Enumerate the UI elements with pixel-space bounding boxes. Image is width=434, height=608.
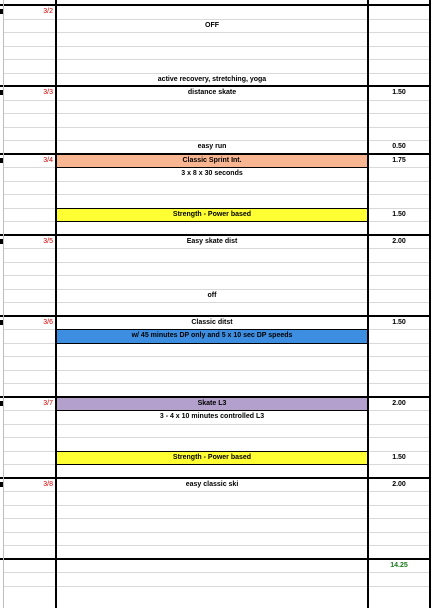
date-cell[interactable]: 3/2 bbox=[43, 8, 53, 15]
date-cell[interactable] bbox=[4, 437, 56, 451]
hours-cell[interactable]: 1.50 bbox=[392, 89, 406, 96]
hours-cell[interactable] bbox=[368, 302, 430, 316]
activity-cell[interactable]: distance skate bbox=[187, 89, 237, 96]
date-cell[interactable] bbox=[4, 59, 56, 73]
hours-cell[interactable]: 1.50 bbox=[392, 318, 406, 326]
hours-cell[interactable] bbox=[368, 194, 430, 208]
hours-cell[interactable] bbox=[368, 275, 430, 289]
activity-cell[interactable] bbox=[56, 275, 368, 289]
left-border bbox=[3, 0, 4, 608]
hours-cell[interactable]: 1.75 bbox=[392, 156, 406, 164]
activity-cell[interactable]: 3 - 4 x 10 minutes controlled L3 bbox=[159, 413, 265, 420]
date-cell[interactable] bbox=[4, 302, 56, 316]
hours-cell[interactable]: 2.00 bbox=[392, 480, 406, 488]
date-cell[interactable] bbox=[4, 545, 56, 559]
date-cell[interactable]: 3/3 bbox=[43, 89, 53, 96]
activity-cell[interactable]: Strength - Power based bbox=[56, 451, 368, 465]
hours-cell[interactable]: 1.50 bbox=[392, 210, 406, 218]
activity-cell[interactable] bbox=[56, 46, 368, 60]
cell-border bbox=[56, 329, 368, 330]
date-cell[interactable]: 3/7 bbox=[43, 399, 53, 407]
date-cell[interactable]: 3/6 bbox=[43, 318, 53, 326]
cell-border bbox=[56, 410, 368, 411]
hours-cell[interactable] bbox=[368, 518, 430, 532]
activity-cell[interactable]: w/ 45 minutes DP only and 5 x 10 sec DP speeds bbox=[56, 329, 368, 343]
activity-cell[interactable] bbox=[56, 113, 368, 127]
hours-cell[interactable] bbox=[368, 5, 430, 19]
date-cell[interactable] bbox=[4, 572, 56, 586]
activity-cell[interactable]: Easy skate dist bbox=[186, 237, 238, 245]
date-cell[interactable] bbox=[4, 464, 56, 478]
activity-column-border bbox=[367, 0, 369, 608]
hours-cell[interactable]: 0.50 bbox=[392, 143, 406, 150]
hours-cell[interactable] bbox=[368, 437, 430, 451]
table-bottom-border bbox=[0, 558, 430, 560]
activity-cell[interactable]: Skate L3 bbox=[56, 397, 368, 411]
cell-border bbox=[56, 464, 368, 465]
date-cell[interactable] bbox=[4, 451, 56, 465]
activity-cell[interactable]: Strength - Power based bbox=[56, 208, 368, 222]
date-cell[interactable]: 3/5 bbox=[43, 237, 53, 245]
activity-cell[interactable]: easy run bbox=[197, 143, 227, 150]
activity-cell[interactable]: Classic ditst bbox=[191, 318, 233, 326]
hours-cell[interactable] bbox=[368, 113, 430, 127]
date-cell[interactable] bbox=[4, 289, 56, 303]
activity-cell[interactable] bbox=[56, 59, 368, 73]
hours-cell[interactable] bbox=[368, 532, 430, 546]
activity-cell[interactable] bbox=[56, 194, 368, 208]
cell-border bbox=[56, 397, 368, 398]
activity-cell[interactable] bbox=[56, 505, 368, 519]
activity-cell[interactable] bbox=[56, 424, 368, 438]
hours-cell[interactable] bbox=[368, 73, 430, 87]
activity-cell[interactable] bbox=[56, 532, 368, 546]
date-cell[interactable] bbox=[4, 518, 56, 532]
date-cell[interactable] bbox=[4, 424, 56, 438]
hours-cell[interactable] bbox=[368, 343, 430, 357]
date-cell[interactable] bbox=[4, 329, 56, 343]
activity-cell[interactable]: off bbox=[207, 291, 217, 299]
date-cell[interactable] bbox=[4, 140, 56, 154]
activity-cell[interactable] bbox=[56, 572, 368, 586]
cell-border bbox=[56, 154, 368, 155]
day-separator bbox=[0, 4, 430, 6]
hours-cell[interactable] bbox=[368, 289, 430, 303]
date-cell[interactable] bbox=[4, 370, 56, 384]
hours-cell[interactable] bbox=[368, 491, 430, 505]
activity-cell[interactable] bbox=[56, 464, 368, 478]
date-cell[interactable] bbox=[4, 532, 56, 546]
date-cell[interactable] bbox=[4, 221, 56, 235]
hours-column-border bbox=[429, 0, 431, 608]
activity-cell[interactable]: easy classic ski bbox=[185, 480, 239, 488]
date-cell[interactable]: 3/8 bbox=[43, 480, 53, 488]
date-cell[interactable] bbox=[4, 383, 56, 397]
activity-cell[interactable] bbox=[56, 545, 368, 559]
date-cell[interactable] bbox=[4, 491, 56, 505]
activity-cell[interactable] bbox=[56, 343, 368, 357]
hours-cell[interactable] bbox=[368, 181, 430, 195]
cell-border bbox=[56, 221, 368, 222]
activity-cell[interactable] bbox=[56, 356, 368, 370]
date-cell[interactable] bbox=[4, 343, 56, 357]
hours-cell[interactable] bbox=[368, 410, 430, 424]
hours-cell[interactable] bbox=[368, 167, 430, 181]
activity-cell[interactable] bbox=[56, 100, 368, 114]
date-cell[interactable] bbox=[4, 194, 56, 208]
hours-cell[interactable] bbox=[368, 329, 430, 343]
activity-cell[interactable] bbox=[56, 302, 368, 316]
date-cell[interactable] bbox=[4, 100, 56, 114]
cell-border bbox=[56, 167, 368, 168]
date-cell[interactable] bbox=[4, 505, 56, 519]
hours-cell[interactable] bbox=[368, 370, 430, 384]
date-cell[interactable] bbox=[4, 73, 56, 87]
activity-cell[interactable] bbox=[56, 181, 368, 195]
day-separator bbox=[0, 315, 430, 317]
date-cell[interactable] bbox=[4, 113, 56, 127]
cell-border bbox=[56, 343, 368, 344]
activity-cell[interactable] bbox=[56, 5, 368, 19]
date-cell[interactable]: 3/4 bbox=[43, 156, 53, 164]
hours-cell[interactable] bbox=[368, 262, 430, 276]
hours-cell[interactable] bbox=[368, 505, 430, 519]
hours-cell[interactable] bbox=[368, 356, 430, 370]
hours-cell[interactable] bbox=[368, 248, 430, 262]
date-cell[interactable] bbox=[4, 19, 56, 33]
hours-cell[interactable]: 2.00 bbox=[392, 399, 406, 407]
hours-cell[interactable] bbox=[368, 19, 430, 33]
activity-cell[interactable]: 3 x 8 x 30 seconds bbox=[181, 170, 243, 177]
hours-cell[interactable]: 1.50 bbox=[392, 453, 406, 461]
activity-cell[interactable] bbox=[56, 437, 368, 451]
date-cell[interactable] bbox=[4, 248, 56, 262]
hours-cell[interactable] bbox=[368, 100, 430, 114]
activity-cell[interactable]: OFF bbox=[205, 21, 219, 29]
activity-cell[interactable] bbox=[56, 491, 368, 505]
date-cell[interactable] bbox=[4, 275, 56, 289]
hours-cell[interactable] bbox=[368, 46, 430, 60]
activity-cell[interactable] bbox=[56, 559, 368, 573]
activity-cell[interactable]: active recovery, stretching, yoga bbox=[157, 75, 267, 83]
date-cell[interactable] bbox=[4, 356, 56, 370]
hours-cell[interactable] bbox=[368, 127, 430, 141]
hours-cell[interactable] bbox=[368, 545, 430, 559]
activity-cell[interactable] bbox=[56, 518, 368, 532]
hours-cell[interactable] bbox=[368, 59, 430, 73]
date-cell[interactable] bbox=[4, 32, 56, 46]
hours-cell[interactable]: 2.00 bbox=[392, 237, 406, 245]
hours-cell[interactable] bbox=[368, 32, 430, 46]
activity-cell[interactable] bbox=[56, 262, 368, 276]
cell-border bbox=[56, 208, 368, 209]
day-separator bbox=[0, 477, 430, 479]
activity-cell[interactable] bbox=[56, 221, 368, 235]
hours-cell[interactable] bbox=[368, 383, 430, 397]
activity-cell[interactable] bbox=[56, 383, 368, 397]
hours-cell[interactable] bbox=[368, 464, 430, 478]
day-separator bbox=[0, 234, 430, 236]
hours-cell[interactable] bbox=[368, 572, 430, 586]
date-column-border bbox=[55, 0, 57, 608]
total-hours-cell[interactable]: 14.25 bbox=[390, 561, 408, 569]
date-cell[interactable] bbox=[4, 181, 56, 195]
activity-cell[interactable] bbox=[56, 248, 368, 262]
hours-cell[interactable] bbox=[368, 221, 430, 235]
hours-cell[interactable] bbox=[368, 424, 430, 438]
activity-cell[interactable] bbox=[56, 127, 368, 141]
date-cell[interactable] bbox=[4, 208, 56, 222]
cell-border bbox=[56, 451, 368, 452]
activity-cell[interactable] bbox=[56, 370, 368, 384]
activity-cell[interactable] bbox=[56, 32, 368, 46]
date-cell[interactable] bbox=[4, 46, 56, 60]
date-cell[interactable] bbox=[4, 559, 56, 573]
date-cell[interactable] bbox=[4, 167, 56, 181]
day-separator bbox=[0, 85, 430, 87]
date-cell[interactable] bbox=[4, 127, 56, 141]
date-cell[interactable] bbox=[4, 410, 56, 424]
activity-cell[interactable]: Classic Sprint Int. bbox=[56, 154, 368, 168]
date-cell[interactable] bbox=[4, 262, 56, 276]
